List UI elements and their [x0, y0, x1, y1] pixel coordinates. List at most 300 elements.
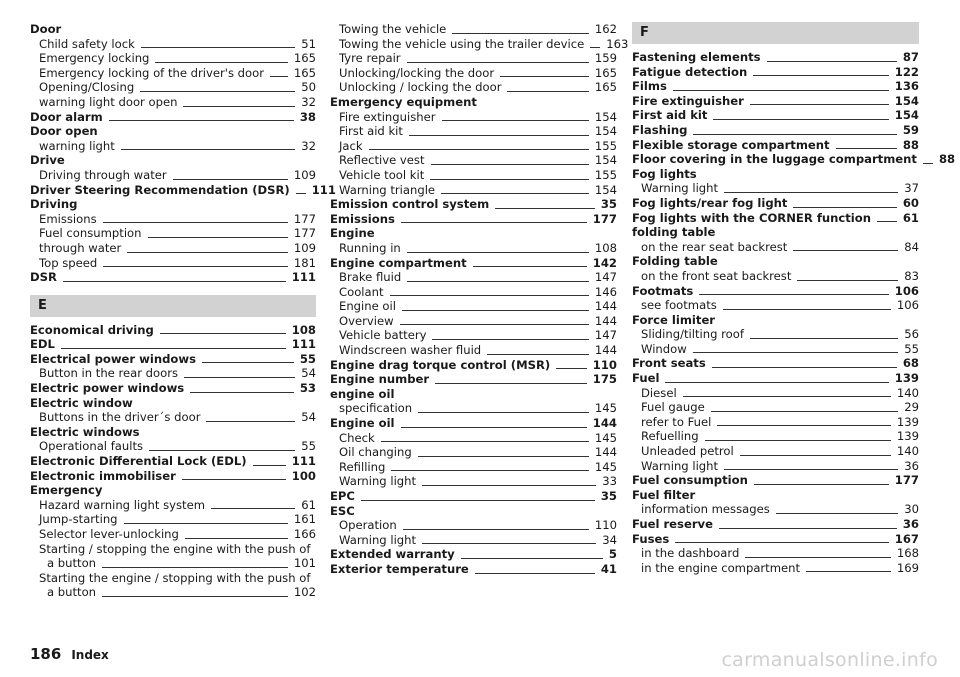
- index-entry-text: Emissions: [39, 211, 97, 226]
- leader-line: [745, 557, 891, 558]
- index-entry: [632, 108, 919, 123]
- index-page-number: 144: [594, 313, 617, 328]
- index-entry: [30, 410, 316, 425]
- index-entry: [330, 314, 617, 329]
- index-entry: [30, 139, 316, 154]
- index-entry-text: in the dashboard: [641, 546, 740, 561]
- index-heading: Folding table: [632, 254, 718, 269]
- leader-line: [103, 266, 288, 267]
- index-entry: [330, 183, 617, 198]
- index-entry: [632, 561, 919, 576]
- index-page-number: 154: [894, 108, 919, 123]
- index-page-number: 53: [299, 381, 316, 396]
- index-page-number: 36: [904, 458, 919, 473]
- index-entry: [330, 256, 617, 271]
- index-entry: [330, 343, 617, 358]
- leader-line: [141, 47, 295, 48]
- leader-line: [705, 440, 891, 441]
- index-entry-text: Towing the vehicle using the trailer device: [339, 36, 585, 51]
- index-entry-text: Oil changing: [339, 445, 412, 460]
- index-entry: [330, 80, 617, 95]
- index-entry-text: Unleaded petrol: [641, 444, 734, 459]
- index-entry: [30, 212, 316, 227]
- index-entry-text: Reflective vest: [339, 153, 425, 168]
- index-entry: [330, 372, 617, 387]
- index-heading: Emergency: [30, 483, 103, 498]
- leader-line: [381, 441, 589, 442]
- index-entry-text: Window: [641, 341, 687, 356]
- leader-line: [712, 367, 897, 368]
- index-heading: Force limiter: [632, 312, 716, 327]
- index-entry-text: Towing the vehicle: [339, 22, 447, 36]
- index-entry: [632, 356, 919, 371]
- index-heading: Starting / stopping the engine with the push of: [39, 541, 311, 556]
- index-entry-text: Jump-starting: [39, 512, 118, 527]
- index-entry-text: Floor covering in the luggage compartment: [632, 152, 917, 167]
- index-entry: [330, 139, 617, 154]
- index-page-number: 106: [896, 298, 919, 313]
- index-entry-text: specification: [339, 401, 413, 416]
- index-entry-text: Unlocking/locking the door: [339, 65, 495, 80]
- index-page-number: 111: [311, 182, 336, 197]
- leader-line: [487, 354, 589, 355]
- index-entry-text: Fuel gauge: [641, 400, 705, 415]
- index-entry-text: warning light: [39, 138, 115, 153]
- index-entry: [30, 95, 316, 110]
- index-entry: [632, 342, 919, 357]
- index-entry-text: Refilling: [339, 459, 386, 474]
- index-entry-text: Emergency locking: [39, 51, 150, 66]
- leader-line: [793, 250, 898, 251]
- leader-line: [418, 412, 589, 413]
- leader-line: [400, 324, 589, 325]
- leader-line: [753, 75, 889, 76]
- index-heading: Starting the engine / stopping with the push of: [39, 570, 311, 585]
- leader-line: [556, 368, 587, 369]
- index-page-number: 109: [293, 240, 316, 255]
- leader-line: [673, 90, 889, 91]
- leader-line: [836, 148, 897, 149]
- index-entry-text: Fuel reserve: [632, 517, 713, 531]
- leader-line: [750, 338, 898, 339]
- leader-line: [369, 149, 589, 150]
- index-entry: [632, 532, 919, 547]
- index-entry-text: Engine compartment: [330, 255, 467, 270]
- index-entry: [632, 517, 919, 532]
- index-entry-text: Exterior temperature: [330, 561, 469, 576]
- index-page-number: 155: [594, 167, 617, 182]
- index-entry-text: Selector lever-unlocking: [39, 527, 179, 541]
- index-page-number: 139: [896, 414, 919, 429]
- index-entry: [30, 241, 316, 256]
- index-page-number: 55: [904, 341, 919, 356]
- index-entry-text: Electrical power windows: [30, 351, 196, 366]
- index-entry-text: EPC: [330, 489, 355, 503]
- index-page-number: 146: [594, 284, 617, 299]
- index-entry: [330, 299, 617, 314]
- index-entry-text: Sliding/tilting roof: [641, 327, 744, 342]
- index-entry-text: in the engine compartment: [641, 560, 801, 575]
- leader-line: [475, 573, 595, 574]
- index-page-number: 61: [902, 210, 919, 225]
- index-entry: [632, 386, 919, 401]
- index-page-number: 165: [594, 80, 617, 95]
- index-page-number: 108: [291, 322, 316, 337]
- index-entry: [30, 352, 316, 367]
- index-page-number: 154: [894, 93, 919, 108]
- leader-line: [495, 208, 595, 209]
- leader-line: [390, 295, 589, 296]
- index-page-number: 181: [293, 255, 316, 270]
- index-entry-text: Fastening elements: [632, 50, 761, 64]
- index-entry: [632, 327, 919, 342]
- index-entry-text: DSR: [30, 270, 57, 285]
- index-entry-text: Overview: [339, 313, 394, 328]
- index-entry: [632, 50, 919, 65]
- index-entry-text: Running in: [339, 240, 401, 255]
- index-entry: [632, 65, 919, 80]
- leader-line: [160, 333, 286, 334]
- index-page-number: 101: [293, 556, 316, 571]
- index-entry-text: Unlocking / locking the door: [339, 80, 502, 95]
- index-page-number: 163: [606, 36, 629, 51]
- index-page-number: 56: [904, 327, 919, 342]
- index-page-number: 35: [600, 197, 617, 212]
- leader-line: [102, 567, 288, 568]
- index-page-number: 144: [594, 445, 617, 460]
- leader-line: [683, 396, 891, 397]
- index-page-number: 161: [293, 512, 316, 527]
- index-entry-text: First aid kit: [632, 108, 708, 123]
- index-entry: [330, 489, 617, 504]
- index-page-number: 177: [592, 211, 617, 226]
- index-entry-text: Top speed: [39, 255, 98, 270]
- index-page-number: 50: [301, 80, 316, 95]
- index-page-number: 167: [894, 531, 919, 546]
- index-page-number: 37: [904, 181, 919, 196]
- index-entry: [330, 445, 617, 460]
- index-page-number: 111: [291, 337, 316, 352]
- leader-line: [430, 179, 589, 180]
- index-page-number: 51: [301, 36, 316, 51]
- index-entry-text: Windscreen washer fluid: [339, 343, 482, 358]
- index-heading: Engine: [330, 226, 375, 241]
- index-page-number: 60: [902, 195, 919, 210]
- index-entry-text: Extended warranty: [330, 547, 455, 562]
- index-entry-text: Warning light: [641, 181, 719, 196]
- index-heading: Drive: [30, 153, 65, 168]
- leader-line: [402, 310, 589, 311]
- index-entry: [632, 429, 919, 444]
- index-entry-text: Footmats: [632, 283, 694, 298]
- index-entry-text: Buttons in the driver´s door: [39, 410, 201, 425]
- index-entry-text: Fuses: [632, 531, 670, 546]
- index-page-number: 110: [594, 518, 617, 533]
- index-entry-text: Economical driving: [30, 322, 154, 337]
- leader-line: [403, 529, 589, 530]
- index-page-number: 59: [902, 122, 919, 137]
- index-entry: [30, 454, 316, 469]
- index-entry: [330, 401, 617, 416]
- index-heading: Fuel filter: [632, 487, 696, 502]
- index-entry: [330, 168, 617, 183]
- index-entry-text: Hazard warning light system: [39, 497, 206, 512]
- leader-line: [124, 523, 288, 524]
- index-entry-text: information messages: [641, 502, 770, 517]
- index-entry: [330, 153, 617, 168]
- index-entry-text: Engine number: [330, 372, 430, 387]
- leader-line: [296, 193, 306, 194]
- leader-line: [253, 465, 286, 466]
- leader-line: [693, 134, 896, 135]
- leader-line: [407, 62, 589, 63]
- index-page-number: 145: [594, 459, 617, 474]
- index-page-number: 177: [293, 226, 316, 241]
- index-page-number: 165: [293, 51, 316, 66]
- index-entry: [330, 358, 617, 373]
- index-page-number: 169: [896, 560, 919, 575]
- index-page-number: 144: [592, 416, 617, 431]
- index-entry-text: Vehicle tool kit: [339, 167, 425, 182]
- leader-line: [190, 392, 294, 393]
- leader-line: [693, 352, 899, 353]
- leader-line: [148, 237, 288, 238]
- section-label: Index: [71, 648, 109, 662]
- index-entry-text: Engine drag torque control (MSR): [330, 357, 551, 372]
- index-entry: [30, 527, 316, 542]
- index-page-number: 87: [902, 50, 919, 64]
- leader-line: [793, 207, 896, 208]
- leader-line: [719, 528, 897, 529]
- index-page-number: 29: [904, 400, 919, 415]
- index-entry-text: Jack: [339, 138, 363, 153]
- leader-line: [140, 91, 295, 92]
- index-heading: Electric windows: [30, 424, 140, 439]
- watermark: carmanualsonline.info: [721, 649, 938, 671]
- index-page-number: 88: [902, 137, 919, 152]
- index-page-number: 54: [301, 366, 316, 381]
- leader-line: [699, 294, 889, 295]
- index-page-number: 145: [594, 401, 617, 416]
- index-heading: folding table: [632, 225, 716, 240]
- leader-line: [754, 484, 889, 485]
- leader-line: [409, 135, 589, 136]
- index-entry-text: see footmats: [641, 298, 717, 313]
- index-heading: Emergency equipment: [330, 94, 477, 109]
- leader-line: [431, 164, 589, 165]
- index-page-number: 147: [594, 328, 617, 343]
- leader-line: [109, 120, 294, 121]
- index-entry-text: Engine oil: [330, 416, 395, 431]
- leader-line: [797, 280, 898, 281]
- index-entry-text: Refuelling: [641, 429, 699, 444]
- index-entry-text: Fog lights with the CORNER function: [632, 210, 871, 225]
- index-entry-text: Warning light: [339, 474, 417, 489]
- index-page-number: 68: [902, 356, 919, 371]
- index-entry-text: Warning triangle: [339, 182, 436, 197]
- leader-line: [202, 362, 294, 363]
- index-page-number: 32: [301, 138, 316, 153]
- index-page-number: 136: [894, 79, 919, 94]
- index-page-number: 84: [904, 239, 919, 254]
- index-entry-text: Button in the rear doors: [39, 366, 179, 381]
- index-entry-text: Emissions: [330, 211, 395, 226]
- index-entry-text: on the rear seat backrest: [641, 239, 788, 254]
- index-page-number: 139: [894, 371, 919, 386]
- leader-line: [183, 106, 295, 107]
- index-page-number: 175: [592, 372, 617, 387]
- leader-line: [473, 266, 587, 267]
- index-heading: Driving: [30, 197, 78, 212]
- section-letter-header: E: [30, 295, 316, 317]
- leader-line: [407, 281, 589, 282]
- index-entry-text: Warning light: [641, 458, 719, 473]
- leader-line: [206, 421, 295, 422]
- index-page-number: 154: [594, 109, 617, 124]
- page-footer: [30, 645, 109, 663]
- index-entry-text: Tyre repair: [339, 51, 401, 66]
- leader-line: [182, 479, 286, 480]
- index-entry-text: Operational faults: [39, 439, 144, 454]
- index-heading: Fog lights: [632, 166, 697, 181]
- index-entry-text: Flexible storage compartment: [632, 137, 830, 152]
- leader-line: [675, 542, 889, 543]
- index-entry-text: Fuel: [632, 371, 660, 386]
- index-entry: [330, 36, 629, 52]
- index-column-1: [30, 22, 336, 600]
- index-entry-text: Warning light: [339, 532, 417, 547]
- index-entry: [632, 138, 919, 153]
- index-entry: [330, 533, 617, 548]
- leader-line: [507, 91, 588, 92]
- index-page-number: 102: [293, 585, 316, 600]
- index-entry: [30, 168, 316, 183]
- index-entry-text: Operation: [339, 518, 397, 533]
- index-entry-text: EDL: [30, 337, 55, 352]
- index-page-number: 110: [592, 357, 617, 372]
- index-page-number: 145: [594, 430, 617, 445]
- leader-line: [724, 192, 898, 193]
- leader-line: [923, 163, 933, 164]
- index-entry: [632, 400, 919, 415]
- index-page-number: 166: [293, 527, 316, 541]
- leader-line: [750, 104, 889, 105]
- leader-line: [713, 119, 888, 120]
- leader-line: [61, 348, 286, 349]
- index-page-number: 111: [291, 454, 316, 469]
- leader-line: [767, 61, 897, 62]
- index-page-number: 106: [894, 283, 919, 298]
- leader-line: [127, 252, 288, 253]
- leader-line: [270, 76, 288, 77]
- leader-line: [435, 383, 587, 384]
- index-entry: [330, 460, 617, 475]
- index-column-3: [632, 22, 956, 575]
- index-entry-text: Films: [632, 79, 667, 94]
- leader-line: [361, 500, 595, 501]
- index-entry: [632, 123, 919, 138]
- leader-line: [391, 470, 589, 471]
- index-entry-text: Electronic Differential Lock (EDL): [30, 454, 247, 469]
- index-page-number: 154: [594, 124, 617, 139]
- index-entry: [330, 328, 617, 343]
- index-page-number: 88: [938, 152, 956, 167]
- index-entry: [632, 240, 919, 255]
- leader-line: [500, 76, 589, 77]
- leader-line: [740, 455, 891, 456]
- index-heading: Door open: [30, 124, 98, 139]
- leader-line: [590, 47, 600, 48]
- index-heading: Door: [30, 22, 62, 36]
- index-entry-text: Flashing: [632, 122, 688, 137]
- index-entry: [330, 518, 617, 533]
- index-entry: [330, 547, 617, 562]
- index-heading: Electric window: [30, 395, 133, 410]
- leader-line: [711, 411, 899, 412]
- index-entry-text: refer to Fuel: [641, 414, 712, 429]
- leader-line: [63, 281, 286, 282]
- index-entry-text: a button: [47, 585, 97, 600]
- index-page-number: 155: [594, 138, 617, 153]
- index-entry: [330, 22, 617, 37]
- index-entry-text: Fire extinguisher: [632, 93, 744, 108]
- index-entry: [330, 197, 617, 212]
- index-page-number: 165: [293, 65, 316, 80]
- leader-line: [776, 513, 898, 514]
- leader-line: [401, 427, 587, 428]
- index-entry-text: Electric power windows: [30, 381, 185, 396]
- page-number: 186: [30, 645, 62, 663]
- index-entry: [632, 196, 919, 211]
- leader-line: [149, 450, 295, 451]
- index-page-number: 122: [894, 64, 919, 79]
- index-entry: [330, 212, 617, 227]
- index-page-number: 34: [602, 532, 617, 547]
- index-page-number: 165: [594, 65, 617, 80]
- section-letter-header: F: [632, 22, 919, 44]
- index-page-number: 154: [594, 153, 617, 168]
- index-page-number: 55: [301, 439, 316, 454]
- index-page-number: 144: [594, 343, 617, 358]
- index-page-number: 177: [293, 211, 316, 226]
- index-entry-text: on the front seat backrest: [641, 268, 792, 283]
- leader-line: [155, 62, 287, 63]
- index-page-number: 140: [896, 385, 919, 400]
- index-entry: [330, 562, 617, 577]
- leader-line: [461, 558, 603, 559]
- index-page-number: 147: [594, 270, 617, 285]
- index-page-number: 30: [904, 502, 919, 517]
- index-entry: [30, 110, 316, 125]
- index-page-number: 35: [600, 489, 617, 503]
- index-entry: [30, 366, 316, 381]
- leader-line: [121, 149, 295, 150]
- index-entry: [632, 211, 919, 226]
- index-page-number: 41: [600, 561, 617, 576]
- index-page-number: 54: [301, 410, 316, 425]
- index-entry-text: Emergency locking of the driver's door: [39, 65, 264, 80]
- index-entry: [632, 473, 919, 488]
- index-page-number: 154: [594, 182, 617, 197]
- index-entry: [330, 241, 617, 256]
- leader-line: [442, 120, 589, 121]
- index-entry: [330, 270, 617, 285]
- index-entry: [632, 181, 919, 196]
- index-entry-text: Brake fluid: [339, 270, 402, 285]
- index-entry-text: Fatigue detection: [632, 64, 748, 79]
- index-entry-text: a button: [47, 556, 97, 571]
- index-entry: [632, 444, 919, 459]
